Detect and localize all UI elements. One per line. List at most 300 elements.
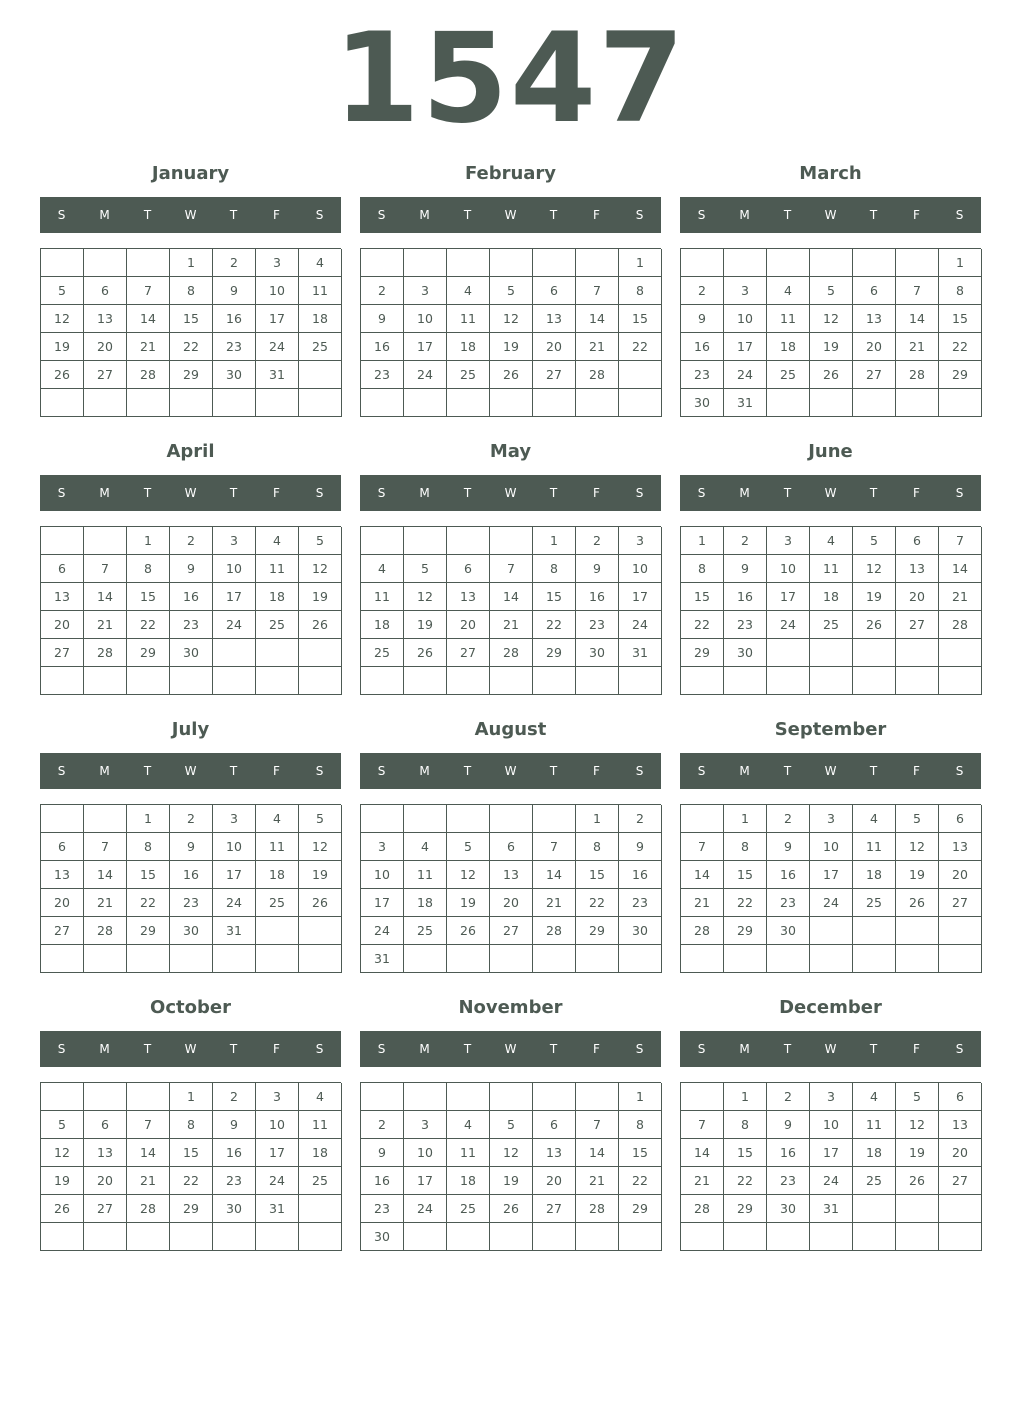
day-cell: 14 (533, 861, 576, 889)
empty-cell (853, 1195, 896, 1223)
day-cell: 3 (213, 527, 256, 555)
empty-cell (681, 1223, 724, 1251)
month-name: October (150, 997, 231, 1018)
day-cell: 1 (619, 1083, 662, 1111)
weekday-label: S (955, 1042, 964, 1056)
weekday-label: M (99, 764, 110, 778)
day-cell: 1 (681, 527, 724, 555)
weekday-label: W (824, 208, 837, 222)
day-cell: 18 (853, 861, 896, 889)
day-cell: 24 (256, 1167, 299, 1195)
day-cell: 24 (724, 361, 767, 389)
day-cell: 30 (724, 639, 767, 667)
day-cell: 22 (576, 889, 619, 917)
day-cell: 10 (619, 555, 662, 583)
day-cell: 20 (41, 611, 84, 639)
day-cell: 14 (681, 861, 724, 889)
weekday-label: S (635, 486, 644, 500)
empty-cell (896, 917, 939, 945)
day-cell: 6 (853, 277, 896, 305)
day-cell: 8 (681, 555, 724, 583)
day-cell: 12 (896, 833, 939, 861)
empty-cell (853, 1223, 896, 1251)
month-name: January (151, 163, 230, 184)
empty-cell (576, 667, 619, 695)
day-cell: 10 (810, 833, 853, 861)
day-cell: 31 (256, 1195, 299, 1223)
day-cell: 1 (576, 805, 619, 833)
day-cell: 1 (127, 805, 170, 833)
weekday-label: T (783, 1042, 792, 1056)
day-cell: 19 (490, 333, 533, 361)
weekday-label: S (635, 764, 644, 778)
day-grid (680, 1082, 981, 1251)
day-cell: 15 (619, 305, 662, 333)
empty-cell (127, 667, 170, 695)
day-cell: 11 (767, 305, 810, 333)
day-cell: 26 (896, 889, 939, 917)
day-cell: 5 (896, 805, 939, 833)
empty-cell (170, 389, 213, 417)
day-cell: 11 (447, 1139, 490, 1167)
day-cell: 14 (576, 1139, 619, 1167)
empty-cell (361, 805, 404, 833)
day-cell: 12 (490, 305, 533, 333)
empty-cell (533, 1223, 576, 1251)
empty-cell (533, 805, 576, 833)
weekday-label: T (229, 1042, 238, 1056)
day-cell: 24 (619, 611, 662, 639)
empty-cell (84, 945, 127, 973)
day-cell: 27 (490, 917, 533, 945)
day-cell: 30 (681, 389, 724, 417)
day-cell: 3 (256, 1083, 299, 1111)
empty-cell (127, 1083, 170, 1111)
day-grid (40, 526, 341, 695)
day-cell: 2 (170, 805, 213, 833)
day-cell: 5 (404, 555, 447, 583)
empty-cell (896, 1223, 939, 1251)
weekday-label: W (824, 486, 837, 500)
day-cell: 12 (853, 555, 896, 583)
empty-cell (724, 249, 767, 277)
day-cell: 27 (939, 1167, 982, 1195)
weekday-label: S (315, 208, 324, 222)
day-cell: 28 (576, 1195, 619, 1223)
day-cell: 15 (724, 1139, 767, 1167)
day-cell: 15 (681, 583, 724, 611)
empty-cell (170, 945, 213, 973)
day-cell: 17 (256, 305, 299, 333)
day-cell: 17 (404, 1167, 447, 1195)
day-cell: 12 (896, 1111, 939, 1139)
day-cell: 24 (767, 611, 810, 639)
day-cell: 3 (810, 805, 853, 833)
day-cell: 27 (939, 889, 982, 917)
empty-cell (533, 1083, 576, 1111)
day-cell: 29 (533, 639, 576, 667)
day-cell: 13 (533, 305, 576, 333)
day-cell: 17 (810, 861, 853, 889)
empty-cell (896, 667, 939, 695)
day-cell: 21 (127, 333, 170, 361)
empty-cell (213, 667, 256, 695)
day-cell: 23 (361, 1195, 404, 1223)
day-cell: 9 (767, 1111, 810, 1139)
month-name: August (474, 719, 547, 740)
day-cell: 4 (361, 555, 404, 583)
day-cell: 2 (213, 249, 256, 277)
day-cell: 23 (213, 333, 256, 361)
weekday-label: M (99, 208, 110, 222)
day-cell: 3 (724, 277, 767, 305)
empty-cell (810, 667, 853, 695)
day-cell: 12 (41, 305, 84, 333)
weekday-label: M (99, 1042, 110, 1056)
day-cell: 21 (533, 889, 576, 917)
empty-cell (767, 639, 810, 667)
empty-cell (896, 389, 939, 417)
day-cell: 4 (810, 527, 853, 555)
day-cell: 21 (681, 1167, 724, 1195)
day-cell: 15 (170, 1139, 213, 1167)
weekday-label: S (315, 1042, 324, 1056)
day-cell: 27 (84, 361, 127, 389)
day-cell: 22 (533, 611, 576, 639)
empty-cell (404, 527, 447, 555)
day-cell: 7 (533, 833, 576, 861)
weekday-label: M (419, 486, 430, 500)
day-cell: 9 (361, 305, 404, 333)
year-title: 1547 (333, 7, 687, 151)
day-grid (360, 1082, 661, 1251)
weekday-label: S (377, 486, 386, 500)
day-cell: 28 (84, 639, 127, 667)
empty-cell (404, 1223, 447, 1251)
empty-cell (84, 389, 127, 417)
day-cell: 18 (299, 1139, 342, 1167)
day-cell: 21 (896, 333, 939, 361)
empty-cell (84, 249, 127, 277)
day-cell: 27 (41, 639, 84, 667)
day-cell: 4 (256, 805, 299, 833)
day-cell: 24 (404, 1195, 447, 1223)
day-cell: 31 (361, 945, 404, 973)
empty-cell (767, 945, 810, 973)
day-cell: 2 (170, 527, 213, 555)
empty-cell (84, 667, 127, 695)
day-cell: 1 (619, 249, 662, 277)
empty-cell (447, 527, 490, 555)
day-cell: 19 (896, 1139, 939, 1167)
weekday-label: T (549, 486, 558, 500)
empty-cell (213, 639, 256, 667)
day-grid (680, 804, 981, 973)
day-cell: 3 (213, 805, 256, 833)
day-cell: 27 (896, 611, 939, 639)
day-cell: 14 (896, 305, 939, 333)
day-cell: 3 (361, 833, 404, 861)
day-cell: 16 (361, 333, 404, 361)
empty-cell (84, 805, 127, 833)
day-cell: 13 (533, 1139, 576, 1167)
day-cell: 22 (170, 333, 213, 361)
weekday-label: S (955, 208, 964, 222)
day-cell: 29 (724, 917, 767, 945)
day-cell: 18 (404, 889, 447, 917)
empty-cell (361, 667, 404, 695)
day-cell: 15 (127, 861, 170, 889)
empty-cell (939, 389, 982, 417)
day-cell: 21 (84, 889, 127, 917)
empty-cell (939, 1223, 982, 1251)
day-cell: 25 (447, 1195, 490, 1223)
day-cell: 10 (404, 1139, 447, 1167)
day-cell: 11 (853, 833, 896, 861)
empty-cell (404, 805, 447, 833)
day-cell: 26 (896, 1167, 939, 1195)
weekday-header (360, 753, 661, 789)
day-cell: 13 (41, 861, 84, 889)
day-cell: 7 (681, 1111, 724, 1139)
day-cell: 1 (170, 1083, 213, 1111)
day-cell: 3 (404, 1111, 447, 1139)
weekday-label: T (869, 486, 878, 500)
day-cell: 1 (127, 527, 170, 555)
day-cell: 3 (767, 527, 810, 555)
empty-cell (404, 945, 447, 973)
day-cell: 23 (361, 361, 404, 389)
day-cell: 25 (853, 1167, 896, 1195)
day-cell: 30 (170, 639, 213, 667)
weekday-label: T (783, 764, 792, 778)
day-cell: 2 (724, 527, 767, 555)
empty-cell (939, 639, 982, 667)
day-cell: 21 (490, 611, 533, 639)
day-cell: 7 (681, 833, 724, 861)
empty-cell (127, 389, 170, 417)
day-cell: 23 (724, 611, 767, 639)
day-cell: 8 (619, 277, 662, 305)
day-cell: 12 (447, 861, 490, 889)
day-cell: 2 (213, 1083, 256, 1111)
day-cell: 16 (213, 305, 256, 333)
empty-cell (299, 639, 342, 667)
day-cell: 25 (767, 361, 810, 389)
day-cell: 15 (576, 861, 619, 889)
empty-cell (853, 249, 896, 277)
day-cell: 15 (533, 583, 576, 611)
day-cell: 25 (299, 333, 342, 361)
empty-cell (213, 1223, 256, 1251)
day-cell: 28 (127, 1195, 170, 1223)
day-cell: 4 (767, 277, 810, 305)
day-cell: 9 (681, 305, 724, 333)
day-cell: 9 (170, 555, 213, 583)
empty-cell (299, 389, 342, 417)
day-cell: 10 (256, 1111, 299, 1139)
weekday-label: F (593, 208, 600, 222)
day-grid (680, 248, 981, 417)
day-cell: 31 (724, 389, 767, 417)
empty-cell (447, 667, 490, 695)
day-cell: 16 (681, 333, 724, 361)
empty-cell (767, 667, 810, 695)
day-cell: 17 (767, 583, 810, 611)
day-cell: 9 (361, 1139, 404, 1167)
empty-cell (256, 389, 299, 417)
day-cell: 28 (84, 917, 127, 945)
day-cell: 2 (767, 805, 810, 833)
day-cell: 7 (127, 1111, 170, 1139)
weekday-label: T (549, 208, 558, 222)
day-cell: 6 (490, 833, 533, 861)
weekday-label: S (955, 764, 964, 778)
empty-cell (127, 1223, 170, 1251)
weekday-label: T (463, 764, 472, 778)
day-cell: 5 (810, 277, 853, 305)
day-cell: 12 (299, 833, 342, 861)
day-cell: 7 (939, 527, 982, 555)
empty-cell (299, 917, 342, 945)
day-cell: 12 (490, 1139, 533, 1167)
day-cell: 7 (84, 555, 127, 583)
day-cell: 16 (767, 861, 810, 889)
empty-cell (619, 389, 662, 417)
day-cell: 1 (724, 805, 767, 833)
day-cell: 29 (127, 917, 170, 945)
day-cell: 20 (84, 333, 127, 361)
day-grid (680, 526, 981, 695)
day-cell: 8 (127, 833, 170, 861)
weekday-header (40, 197, 341, 233)
day-cell: 6 (41, 555, 84, 583)
day-cell: 19 (41, 333, 84, 361)
day-cell: 5 (41, 1111, 84, 1139)
weekday-label: S (697, 1042, 706, 1056)
day-cell: 25 (447, 361, 490, 389)
weekday-label: T (869, 208, 878, 222)
empty-cell (84, 1083, 127, 1111)
day-grid (360, 526, 661, 695)
day-cell: 5 (490, 1111, 533, 1139)
day-cell: 6 (447, 555, 490, 583)
day-cell: 9 (724, 555, 767, 583)
empty-cell (127, 249, 170, 277)
weekday-label: S (955, 486, 964, 500)
weekday-label: T (229, 486, 238, 500)
month-name: September (774, 719, 887, 740)
day-cell: 26 (853, 611, 896, 639)
weekday-header (40, 475, 341, 511)
empty-cell (533, 945, 576, 973)
day-cell: 5 (896, 1083, 939, 1111)
empty-cell (256, 639, 299, 667)
day-grid (40, 248, 341, 417)
day-cell: 26 (490, 1195, 533, 1223)
day-cell: 14 (576, 305, 619, 333)
empty-cell (41, 389, 84, 417)
day-cell: 4 (299, 249, 342, 277)
weekday-label: M (419, 1042, 430, 1056)
weekday-label: M (419, 208, 430, 222)
day-cell: 13 (896, 555, 939, 583)
day-cell: 16 (619, 861, 662, 889)
empty-cell (853, 945, 896, 973)
empty-cell (213, 389, 256, 417)
empty-cell (619, 945, 662, 973)
day-cell: 13 (939, 1111, 982, 1139)
day-cell: 22 (681, 611, 724, 639)
day-cell: 11 (256, 555, 299, 583)
empty-cell (213, 945, 256, 973)
empty-cell (256, 667, 299, 695)
day-cell: 15 (127, 583, 170, 611)
day-cell: 8 (170, 277, 213, 305)
day-cell: 23 (681, 361, 724, 389)
empty-cell (724, 667, 767, 695)
day-cell: 19 (810, 333, 853, 361)
day-cell: 26 (41, 361, 84, 389)
day-cell: 9 (619, 833, 662, 861)
day-cell: 29 (127, 639, 170, 667)
weekday-label: T (229, 208, 238, 222)
day-cell: 21 (127, 1167, 170, 1195)
weekday-label: S (635, 1042, 644, 1056)
day-cell: 6 (533, 277, 576, 305)
weekday-header (40, 753, 341, 789)
empty-cell (299, 361, 342, 389)
day-cell: 17 (256, 1139, 299, 1167)
day-cell: 24 (404, 361, 447, 389)
day-cell: 2 (681, 277, 724, 305)
empty-cell (41, 527, 84, 555)
empty-cell (490, 945, 533, 973)
day-cell: 3 (256, 249, 299, 277)
weekday-label: W (184, 486, 197, 500)
empty-cell (404, 667, 447, 695)
day-cell: 17 (213, 583, 256, 611)
day-cell: 15 (170, 305, 213, 333)
day-cell: 28 (681, 917, 724, 945)
day-cell: 19 (299, 583, 342, 611)
empty-cell (896, 639, 939, 667)
day-cell: 23 (170, 611, 213, 639)
day-cell: 23 (213, 1167, 256, 1195)
day-cell: 31 (810, 1195, 853, 1223)
day-cell: 1 (533, 527, 576, 555)
weekday-label: T (549, 1042, 558, 1056)
empty-cell (256, 1223, 299, 1251)
day-cell: 8 (576, 833, 619, 861)
day-cell: 25 (810, 611, 853, 639)
empty-cell (41, 1223, 84, 1251)
day-cell: 30 (213, 1195, 256, 1223)
weekday-label: F (273, 208, 280, 222)
month-name: July (171, 719, 210, 740)
empty-cell (41, 805, 84, 833)
day-cell: 17 (404, 333, 447, 361)
empty-cell (404, 249, 447, 277)
day-cell: 19 (896, 861, 939, 889)
day-cell: 25 (256, 611, 299, 639)
empty-cell (41, 249, 84, 277)
empty-cell (767, 389, 810, 417)
day-cell: 6 (939, 805, 982, 833)
day-cell: 18 (361, 611, 404, 639)
month-name: April (166, 441, 215, 462)
day-cell: 26 (810, 361, 853, 389)
